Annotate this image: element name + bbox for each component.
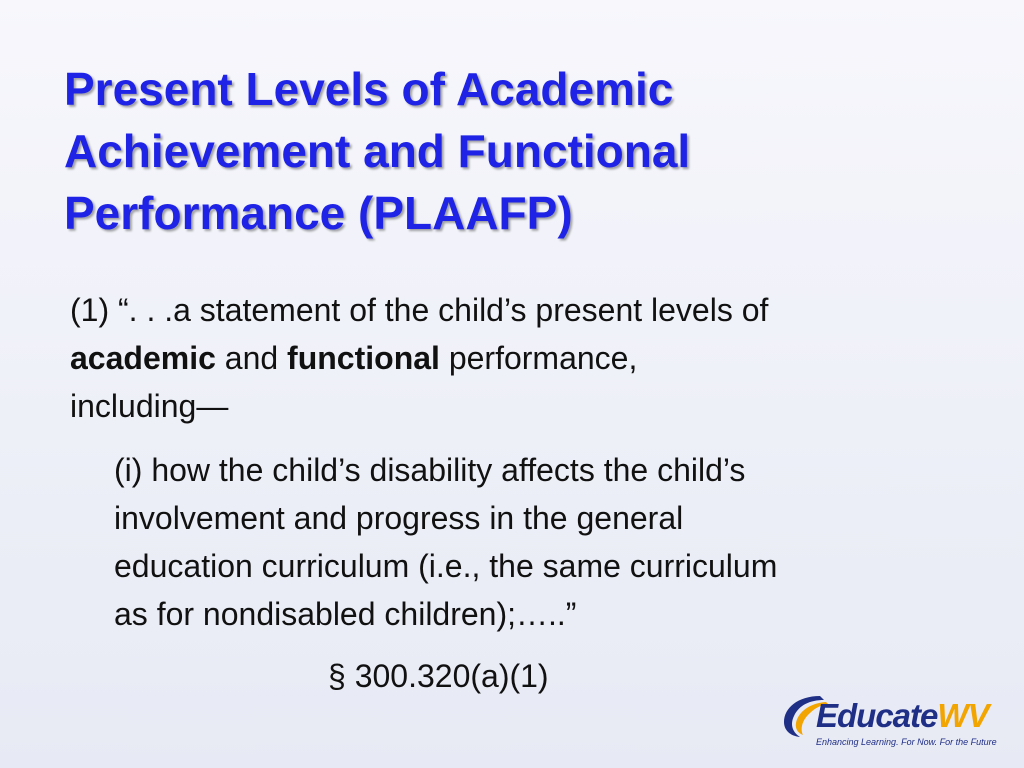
subclause-line: education curriculum (i.e., the same curriculum (114, 548, 778, 584)
subclause-line: as for nondisabled children);…..” (114, 596, 577, 632)
logo-word-educate: Educate (816, 697, 938, 734)
statement-paragraph (70, 286, 970, 430)
statement-mid: and (215, 340, 288, 376)
statement-end: including— (70, 388, 229, 424)
slide-title (64, 58, 964, 244)
title-line: Achievement and Functional (64, 125, 691, 177)
subclause-paragraph (114, 446, 954, 638)
bold-functional: functional (287, 340, 440, 376)
title-line: Present Levels of Academic (64, 63, 674, 115)
statement-prefix: (1) “. . .a statement of the child’s present levels of (70, 292, 769, 328)
logo-word-wv: WV (937, 697, 989, 734)
educatewv-logo (780, 692, 1006, 754)
logo-tagline: Enhancing Learning. For Now. For the Future (816, 737, 997, 747)
bold-academic: academic (70, 340, 216, 376)
slide-body (70, 286, 970, 632)
statement-suffix: performance, (439, 340, 638, 376)
citation: § 300.320(a)(1) (328, 658, 549, 694)
subclause-line: involvement and progress in the general (114, 500, 684, 536)
subclause-line: (i) how the child’s disability affects the child’s (114, 452, 746, 488)
title-line: Performance (PLAAFP) (64, 187, 573, 239)
logo-wordmark (816, 698, 989, 734)
